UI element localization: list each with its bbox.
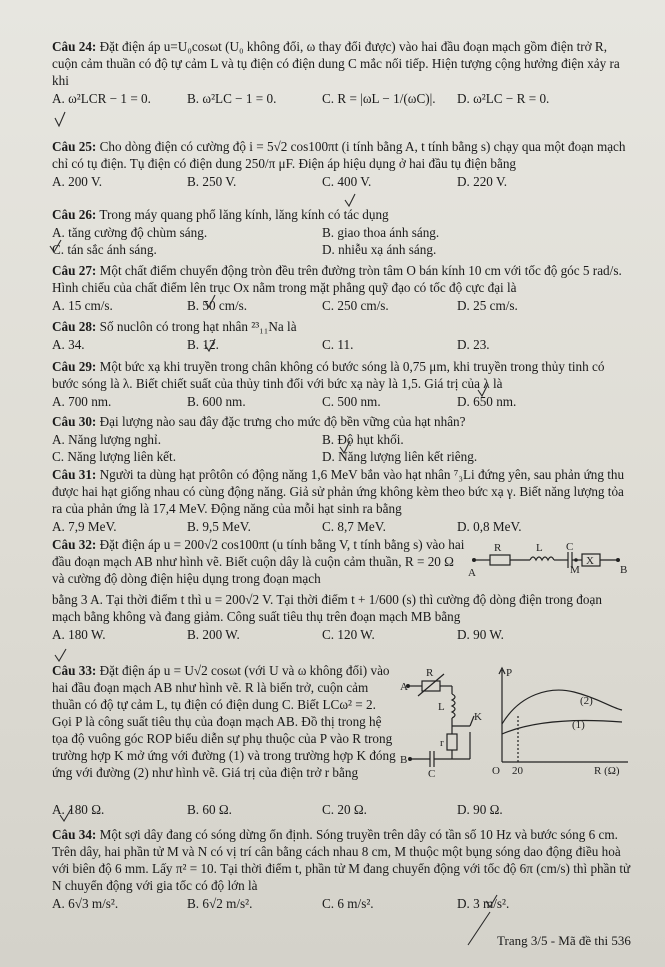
label-l: L <box>438 701 445 713</box>
option-b[interactable]: B. 12. <box>187 337 219 352</box>
option-d[interactable]: D. 90 Ω. <box>457 802 503 817</box>
label-c: C <box>428 768 436 779</box>
option-c[interactable]: C. 120 W. <box>322 627 375 642</box>
option-b[interactable]: B. 60 Ω. <box>187 802 232 817</box>
option-a[interactable]: A. 7,9 MeV. <box>52 519 117 534</box>
label-r: R <box>494 542 502 554</box>
question-stem: Đặt điện áp u = 200√2 cos100πt (u tính bằng V, t tính bằng s) vào hai đầu đoạn mạch AB như hình vẽ. Biết cuộn dây là cuộn cảm thuần, R = 20 Ω và cường độ dòng điện hiệu dụng trong đoạn mạch <box>52 537 465 586</box>
axis-r-label: R (Ω) <box>594 765 620 776</box>
option-d[interactable]: D. nhiễu xạ ánh sáng. <box>322 242 437 257</box>
option-d[interactable]: D. 650 nm. <box>457 394 517 409</box>
question-stem: Số nuclôn có trong hạt nhân ²³₁₁Na là <box>99 319 297 334</box>
page-footer: Trang 3/5 - Mã đề thi 536 <box>497 933 631 948</box>
label-r: R <box>426 667 434 679</box>
curve-2-label: (2) <box>580 695 593 707</box>
question-stem: Một chất điểm chuyển động tròn đều trên đường tròn tâm O bán kính 10 cm với tốc độ góc 5 rad/s. Hình chiếu của chất điểm lên trục Ox nằm trong mặt phẳng quỹ đạo có tốc độ cực đại là <box>52 263 622 295</box>
option-c[interactable]: C. 11. <box>322 337 354 352</box>
question-number: Câu 34: <box>52 827 97 842</box>
question-number: Câu 31: <box>52 467 97 482</box>
question-number: Câu 26: <box>52 207 97 222</box>
option-a[interactable]: A. 34. <box>52 337 85 352</box>
option-d[interactable]: D. 25 cm/s. <box>457 298 518 313</box>
question-stem-cont: bằng 3 A. Tại thời điểm t thì u = 200√2 V. Tại thời điểm t + 1/600 (s) thì cường độ dòng điện trong đoạn mạch bằng không và đang giảm. Công suất tiêu thụ trên đoạn mạch MB bằng <box>52 592 602 624</box>
label-k: K <box>474 711 482 723</box>
option-c[interactable]: C. 8,7 MeV. <box>322 519 386 534</box>
question-number: Câu 30: <box>52 414 97 429</box>
option-c[interactable]: C. 500 nm. <box>322 394 381 409</box>
label-x: X <box>586 555 594 567</box>
question-stem: Đặt điện áp u = U√2 cosωt (với U và ω không đổi) vào hai đầu đoạn mạch AB như hình vẽ. R là biến trở, cuộn cảm thuần có độ tự cảm L, tụ điện có điện dung C. Biết LCω² = 2. Gọi P là công suất tiêu thụ của đoạn mạch AB. Đồ thị trong hệ tọa độ vuông góc ROP biểu diễn sự phụ thuộc của P vào R trong trường hợp K mở ứng với đường (1) và trong trường hợp K đóng ứng với đường (2) như hình vẽ. Giá trị của điện trở r bằng <box>52 663 396 780</box>
question-stem: Cho dòng điện có cường độ i = 5√2 cos100πt (i tính bằng A, t tính bằng s) chạy qua một đoạn mạch chỉ có tụ điện. Tụ điện có điện dung 250/π μF. Điện áp hiệu dụng ở hai đầu tụ điện bằng <box>52 139 626 171</box>
question-number: Câu 24: <box>52 39 97 54</box>
option-a[interactable]: A. 200 V. <box>52 174 103 189</box>
option-d[interactable]: D. 23. <box>457 337 490 352</box>
option-b[interactable]: B. 250 V. <box>187 174 237 189</box>
origin-label: O <box>492 765 500 776</box>
option-b[interactable]: B. Độ hụt khối. <box>322 432 404 447</box>
option-a[interactable]: A. 15 cm/s. <box>52 298 113 313</box>
option-c[interactable]: C. R = |ωL − 1/(ωC)|. <box>322 91 436 106</box>
option-c[interactable]: C. Năng lượng liên kết. <box>52 449 176 464</box>
option-a[interactable]: A. 180 Ω. <box>52 802 105 817</box>
label-a: A <box>468 567 476 579</box>
option-b[interactable]: B. 9,5 MeV. <box>187 519 251 534</box>
option-c[interactable]: C. 6 m/s². <box>322 896 374 911</box>
question-stem: Trong máy quang phổ lăng kính, lăng kính có tác dụng <box>99 207 389 222</box>
option-d[interactable]: D. ω²LC − R = 0. <box>457 91 550 106</box>
option-b[interactable]: B. giao thoa ánh sáng. <box>322 225 440 240</box>
question-number: Câu 33: <box>52 663 97 678</box>
option-b[interactable]: B. 50 cm/s. <box>187 298 248 313</box>
option-b[interactable]: B. 600 nm. <box>187 394 246 409</box>
label-small-r: r <box>440 737 444 749</box>
question-stem: Người ta dùng hạt prôtôn có động năng 1,6 MeV bắn vào hạt nhân ⁷₃Li đứng yên, sau phản ứng thu được hai hạt giống nhau có cùng động năng. Giả sử phản ứng không kèm theo bức xạ γ. Biết năng lượng tỏa ra của phản ứng là 17,4 MeV. Động năng của mỗi hạt sinh ra bằng <box>52 467 625 516</box>
question-number: Câu 29: <box>52 359 97 374</box>
option-b[interactable]: B. 6√2 m/s². <box>187 896 253 911</box>
option-d[interactable]: D. 3 m/s². <box>457 896 510 911</box>
option-a[interactable]: A. 6√3 m/s². <box>52 896 119 911</box>
option-d[interactable]: D. 0,8 MeV. <box>457 519 522 534</box>
option-d[interactable]: D. 220 V. <box>457 174 508 189</box>
option-a[interactable]: A. 180 W. <box>52 627 106 642</box>
label-b: B <box>620 564 628 576</box>
question-number: Câu 27: <box>52 263 97 278</box>
option-d[interactable]: D. 90 W. <box>457 627 504 642</box>
option-c[interactable]: C. 400 V. <box>322 174 372 189</box>
question-stem: Một sợi dây đang có sóng dừng ổn định. Sóng truyền trên dây có tần số 10 Hz và bước sóng 6 cm. Trên dây, hai phần tử M và N có vị trí cân bằng cách nhau 8 cm, M thuộc một bụng sóng dao động điều hoà với biên độ 6 mm. Lấy π² = 10. Tại thời điểm t, phần tử M đang chuyển động với tốc độ 6π (cm/s) thì phần tử N chuyển động với gia tốc có độ lớn là <box>52 827 631 893</box>
option-a[interactable]: A. Năng lượng nghỉ. <box>52 432 161 447</box>
question-stem: Đặt điện áp u=U₀cosωt (U₀ không đổi, ω thay đổi được) vào hai đầu đoạn mạch gồm điện trở R, cuộn cảm thuần có độ tự cảm L và tụ điện có điện dung C mắc nối tiếp. Hiện tượng cộng hưởng điện xảy ra khi <box>52 39 620 88</box>
option-a[interactable]: A. tăng cường độ chùm sáng. <box>52 225 208 240</box>
option-d[interactable]: D. Năng lượng liên kết riêng. <box>322 449 478 464</box>
label-m: M <box>570 564 580 576</box>
question-stem: Đại lượng nào sau đây đặc trưng cho mức độ bền vững của hạt nhân? <box>99 414 466 429</box>
curve-1-label: (1) <box>572 719 585 731</box>
option-a[interactable]: A. ω²LCR − 1 = 0. <box>52 91 151 106</box>
option-c[interactable]: C. 250 cm/s. <box>322 298 389 313</box>
question-number: Câu 32: <box>52 537 97 552</box>
question-stem: Một bức xạ khi truyền trong chân không có bước sóng là 0,75 μm, khi truyền trong thủy tinh có bước sóng là λ. Biết chiết suất của thủy tinh đối với bức xạ này là 1,5. Giá trị của λ là <box>52 359 605 391</box>
tick-20: 20 <box>512 765 523 776</box>
option-a[interactable]: A. 700 nm. <box>52 394 112 409</box>
axis-p-label: P <box>506 667 513 679</box>
option-c[interactable]: C. 20 Ω. <box>322 802 367 817</box>
option-b[interactable]: B. ω²LC − 1 = 0. <box>187 91 277 106</box>
label-l: L <box>536 542 543 554</box>
label-b: B <box>400 754 408 766</box>
label-a: A <box>400 681 408 693</box>
question-number: Câu 28: <box>52 319 97 334</box>
option-c[interactable]: C. tán sắc ánh sáng. <box>52 242 157 257</box>
option-b[interactable]: B. 200 W. <box>187 627 240 642</box>
question-number: Câu 25: <box>52 139 97 154</box>
label-c: C <box>566 541 574 553</box>
